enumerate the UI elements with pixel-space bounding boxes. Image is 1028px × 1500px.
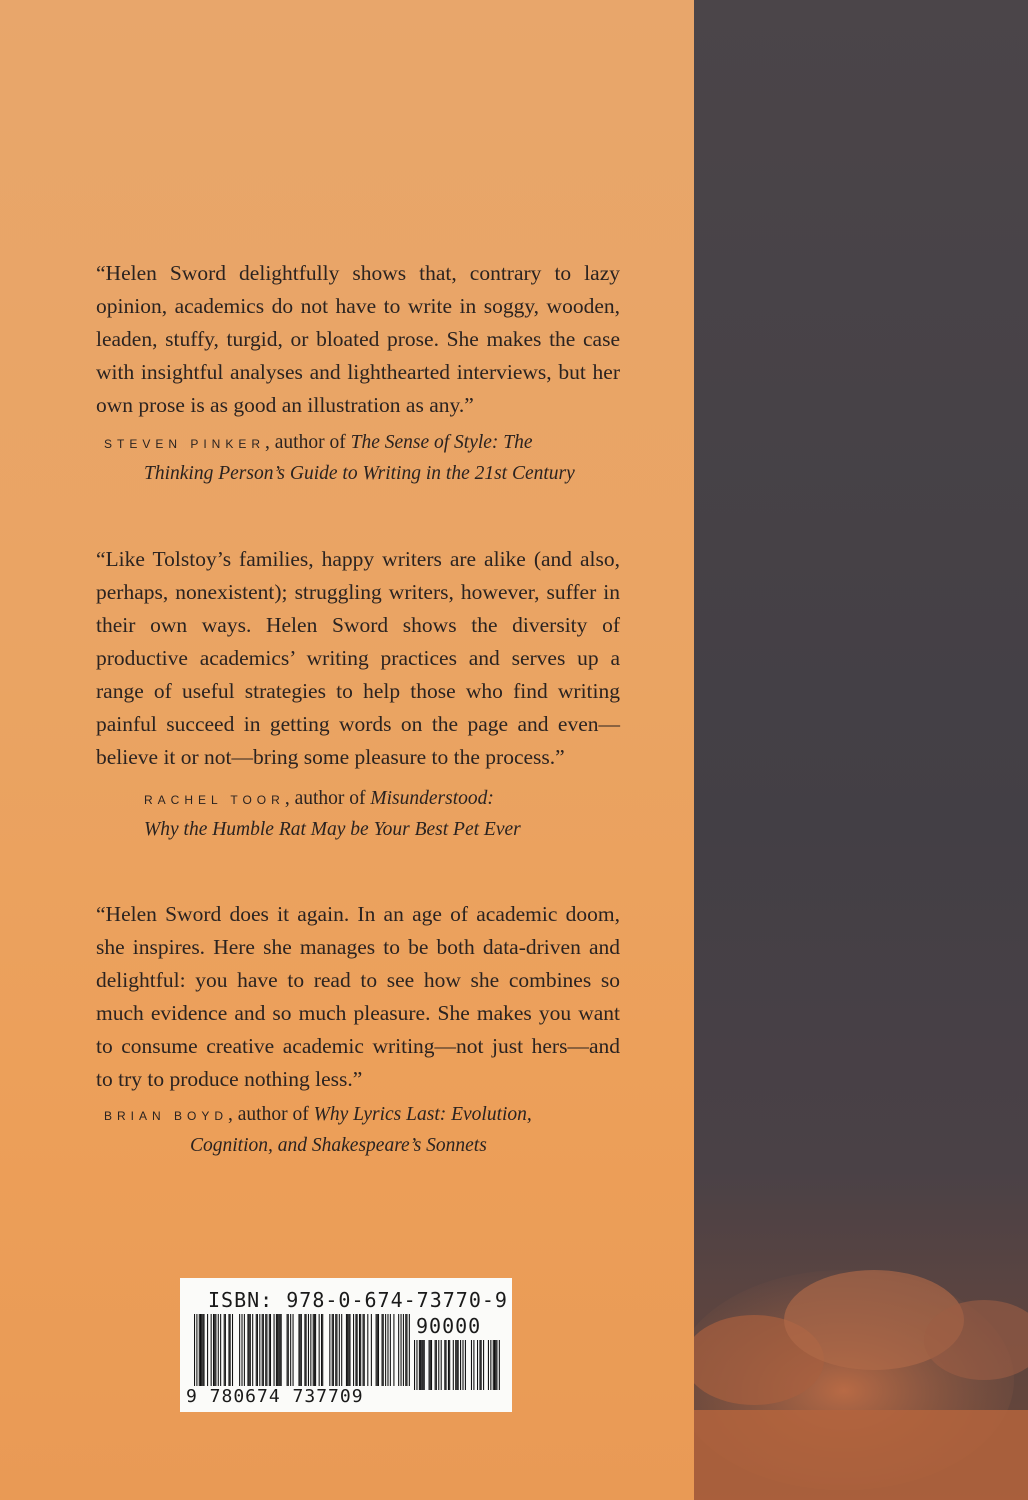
barcode-bar <box>263 1314 264 1386</box>
barcode-bar <box>329 1314 330 1386</box>
barcode-bar <box>479 1340 480 1390</box>
barcode-bar <box>398 1314 399 1386</box>
barcode-bar <box>301 1314 302 1386</box>
barcode-bar <box>367 1314 368 1386</box>
barcode-bar <box>304 1314 305 1386</box>
barcode-bar <box>460 1340 461 1390</box>
barcode-bar <box>277 1314 278 1386</box>
barcode-bar <box>335 1314 336 1386</box>
barcode-bar <box>449 1340 450 1390</box>
barcode-bar <box>495 1340 496 1390</box>
barcode-bar <box>481 1340 482 1390</box>
barcode-bar <box>201 1314 202 1386</box>
barcode-bar <box>436 1340 437 1390</box>
barcode-bar <box>341 1314 342 1386</box>
barcode-bar <box>293 1314 294 1386</box>
price-code: 90000 <box>416 1314 482 1338</box>
barcode-bar <box>321 1314 322 1386</box>
barcode-bar <box>490 1340 491 1390</box>
barcode-bar <box>462 1340 463 1390</box>
attribution-lead: , author of <box>284 788 371 809</box>
barcode-bar <box>403 1314 404 1386</box>
review-quote: “Like Tolstoy’s families, happy writers are alike (and also, perhaps, nonexistent); struggling writers, however, suffer in their own ways. Helen Sword shows the diversity of productive academics’ writing practices and serves up a range of useful strategies to help those who find writing painful succeed in getting words on the page and even—believe it or not—bring some pleasure to the process.” <box>96 547 620 769</box>
barcode-bar <box>215 1314 216 1386</box>
barcode-bar <box>249 1314 250 1386</box>
barcode-bar <box>279 1314 280 1386</box>
barcode-bar <box>256 1314 257 1386</box>
review-block-2 <box>96 543 620 845</box>
barcode-bar <box>266 1314 267 1386</box>
barcode-bar <box>225 1314 226 1386</box>
barcode-bar <box>376 1314 377 1386</box>
barcode-bar <box>220 1314 221 1386</box>
barcode-bar <box>241 1314 242 1386</box>
barcode-bar <box>385 1314 386 1386</box>
barcode-bar <box>213 1314 214 1386</box>
barcode-bar <box>429 1340 430 1390</box>
attribution-lead: , author of <box>228 1104 314 1125</box>
attribution-lead: , author of <box>265 432 351 453</box>
barcode-bar <box>300 1314 301 1386</box>
barcode-bar <box>494 1340 495 1390</box>
barcode-bar <box>196 1314 197 1386</box>
review-quote: “Helen Sword delightfully shows that, contrary to lazy opinion, academics do not have to write in soggy, wooden, leaden, stuffy, turgid, or bloated prose. She makes the case with insightful analyses and lighthearted interviews, but her own prose is as good an illustration as any.” <box>96 261 620 417</box>
isbn-number: ISBN: 978-0-674-73770-9 <box>208 1288 508 1312</box>
barcode-bar <box>287 1314 288 1386</box>
barcode-bar <box>306 1314 307 1386</box>
barcode-bar <box>339 1314 340 1386</box>
barcode-bar <box>465 1340 466 1390</box>
barcode-bar <box>274 1314 275 1386</box>
barcode-bar <box>473 1340 474 1390</box>
cloud-image <box>694 1240 1028 1500</box>
barcode-bar <box>319 1314 320 1386</box>
barcode-bar <box>298 1314 299 1386</box>
barcode-bar <box>232 1314 233 1386</box>
barcode-bar <box>477 1340 478 1390</box>
barcode-bar <box>247 1314 248 1386</box>
barcode-bar <box>444 1340 445 1390</box>
barcode-bar <box>218 1314 219 1386</box>
review-attribution <box>96 784 620 845</box>
barcode-bar <box>244 1314 245 1386</box>
barcode-bar <box>420 1340 421 1390</box>
barcode-bar <box>421 1340 422 1390</box>
barcode-bar <box>259 1314 260 1386</box>
barcode-bar <box>355 1314 356 1386</box>
barcode-bar <box>445 1340 446 1390</box>
barcode-bar <box>269 1314 270 1386</box>
barcode-bar <box>314 1314 315 1386</box>
barcode-bar <box>378 1314 379 1386</box>
isbn-barcode-label <box>180 1278 512 1412</box>
review-attribution <box>96 428 620 489</box>
barcode-bar <box>382 1314 383 1386</box>
barcode-bar <box>257 1314 258 1386</box>
barcode-bar <box>483 1340 484 1390</box>
barcode-bar <box>458 1340 459 1390</box>
barcode-bar <box>346 1314 347 1386</box>
barcode-bar <box>336 1314 337 1386</box>
barcode-bar <box>431 1340 432 1390</box>
barcode-bar <box>308 1314 309 1386</box>
ean-barcode <box>194 1314 410 1386</box>
barcode-bar <box>409 1314 410 1386</box>
barcode-bar <box>424 1340 425 1390</box>
sky-photo-band <box>694 0 1028 1500</box>
barcode-bar <box>357 1314 358 1386</box>
barcode-bar <box>239 1314 240 1386</box>
barcode-bar <box>348 1314 349 1386</box>
barcode-bar <box>360 1314 361 1386</box>
barcode-bar <box>416 1340 417 1390</box>
reviewer-name: BRIAN BOYD <box>104 1109 229 1123</box>
barcode-bar <box>499 1340 500 1390</box>
barcode-bar <box>393 1314 394 1386</box>
barcode-bar <box>207 1314 208 1386</box>
book-title: Misunderstood: <box>370 788 494 809</box>
barcode-bar <box>430 1340 431 1390</box>
barcode-bar <box>448 1340 449 1390</box>
barcode-bar <box>441 1340 442 1390</box>
barcode-bar <box>471 1340 472 1390</box>
barcode-bar <box>390 1314 391 1386</box>
reviewer-name: STEVEN PINKER <box>104 437 266 451</box>
barcode-bar <box>203 1314 204 1386</box>
barcode-bar <box>414 1340 415 1390</box>
barcode-bar <box>453 1340 454 1390</box>
book-title-cont: Cognition, and Shakespeare’s Sonnets <box>190 1135 487 1156</box>
barcode-bar <box>377 1314 378 1386</box>
barcode-bar <box>353 1314 354 1386</box>
barcode-bar <box>262 1314 263 1386</box>
barcode-digits: 9 780674 737709 <box>186 1386 364 1407</box>
barcode-bar <box>405 1314 406 1386</box>
barcode-bar <box>224 1314 225 1386</box>
barcode-bar <box>276 1314 277 1386</box>
barcode-bar <box>288 1314 289 1386</box>
barcode-bar <box>488 1340 489 1390</box>
barcode-bar <box>406 1314 407 1386</box>
barcode-bar <box>265 1314 266 1386</box>
barcode-bar <box>230 1314 231 1386</box>
barcode-bar <box>252 1314 253 1386</box>
barcode-bar <box>315 1314 316 1386</box>
barcode-bar <box>214 1314 215 1386</box>
book-title-cont: Why the Humble Rat May be Your Best Pet Ever <box>144 819 521 840</box>
barcode-bar <box>359 1314 360 1386</box>
review-block-1 <box>96 257 620 489</box>
barcode-bar <box>363 1314 364 1386</box>
barcode-bar <box>422 1340 423 1390</box>
barcode-bar <box>364 1314 365 1386</box>
barcode-bar <box>202 1314 203 1386</box>
barcode-bar <box>435 1340 436 1390</box>
barcode-bar <box>438 1340 439 1390</box>
barcode-bar <box>228 1314 229 1386</box>
review-attribution <box>96 1100 620 1161</box>
barcode-bar <box>313 1314 314 1386</box>
book-title: Why Lyrics Last: Evolution, <box>313 1104 532 1125</box>
barcode-bar <box>211 1314 212 1386</box>
barcode-bar <box>456 1340 457 1390</box>
barcode-bar <box>383 1314 384 1386</box>
barcode-bar <box>371 1314 372 1386</box>
barcode-bar <box>199 1314 200 1386</box>
barcode-bar <box>347 1314 348 1386</box>
barcode-bar <box>349 1314 350 1386</box>
barcode-bar <box>250 1314 251 1386</box>
barcode-bar <box>194 1314 195 1386</box>
barcode-bar <box>419 1340 420 1390</box>
barcode-bar <box>322 1314 323 1386</box>
addon-barcode <box>414 1340 500 1390</box>
barcode-bar <box>332 1314 333 1386</box>
barcode-bar <box>455 1340 456 1390</box>
barcode-bar <box>387 1314 388 1386</box>
barcode-bar <box>278 1314 279 1386</box>
barcode-bar <box>290 1314 291 1386</box>
barcode-bar <box>310 1314 311 1386</box>
barcode-bar <box>493 1340 494 1390</box>
barcode-bar <box>281 1314 282 1386</box>
barcode-bar <box>270 1314 271 1386</box>
barcode-bar <box>333 1314 334 1386</box>
review-quote: “Helen Sword does it again. In an age of academic doom, she inspires. Here she manages to be both data-driven and delightful: you have to read to see how she combines so much evidence and so much pleasure. She makes you want to consume creative academic writing—not just hers—and to try to produce nothing less.” <box>96 902 620 1091</box>
review-block-3 <box>96 898 620 1161</box>
barcode-bar <box>401 1314 402 1386</box>
barcode-bar <box>496 1340 497 1390</box>
barcode-bar <box>200 1314 201 1386</box>
book-title: The Sense of Style: The <box>350 432 533 453</box>
reviewer-name: RACHEL TOOR <box>144 793 285 807</box>
book-title-cont: Thinking Person’s Guide to Writing in the 21st Century <box>144 463 575 484</box>
